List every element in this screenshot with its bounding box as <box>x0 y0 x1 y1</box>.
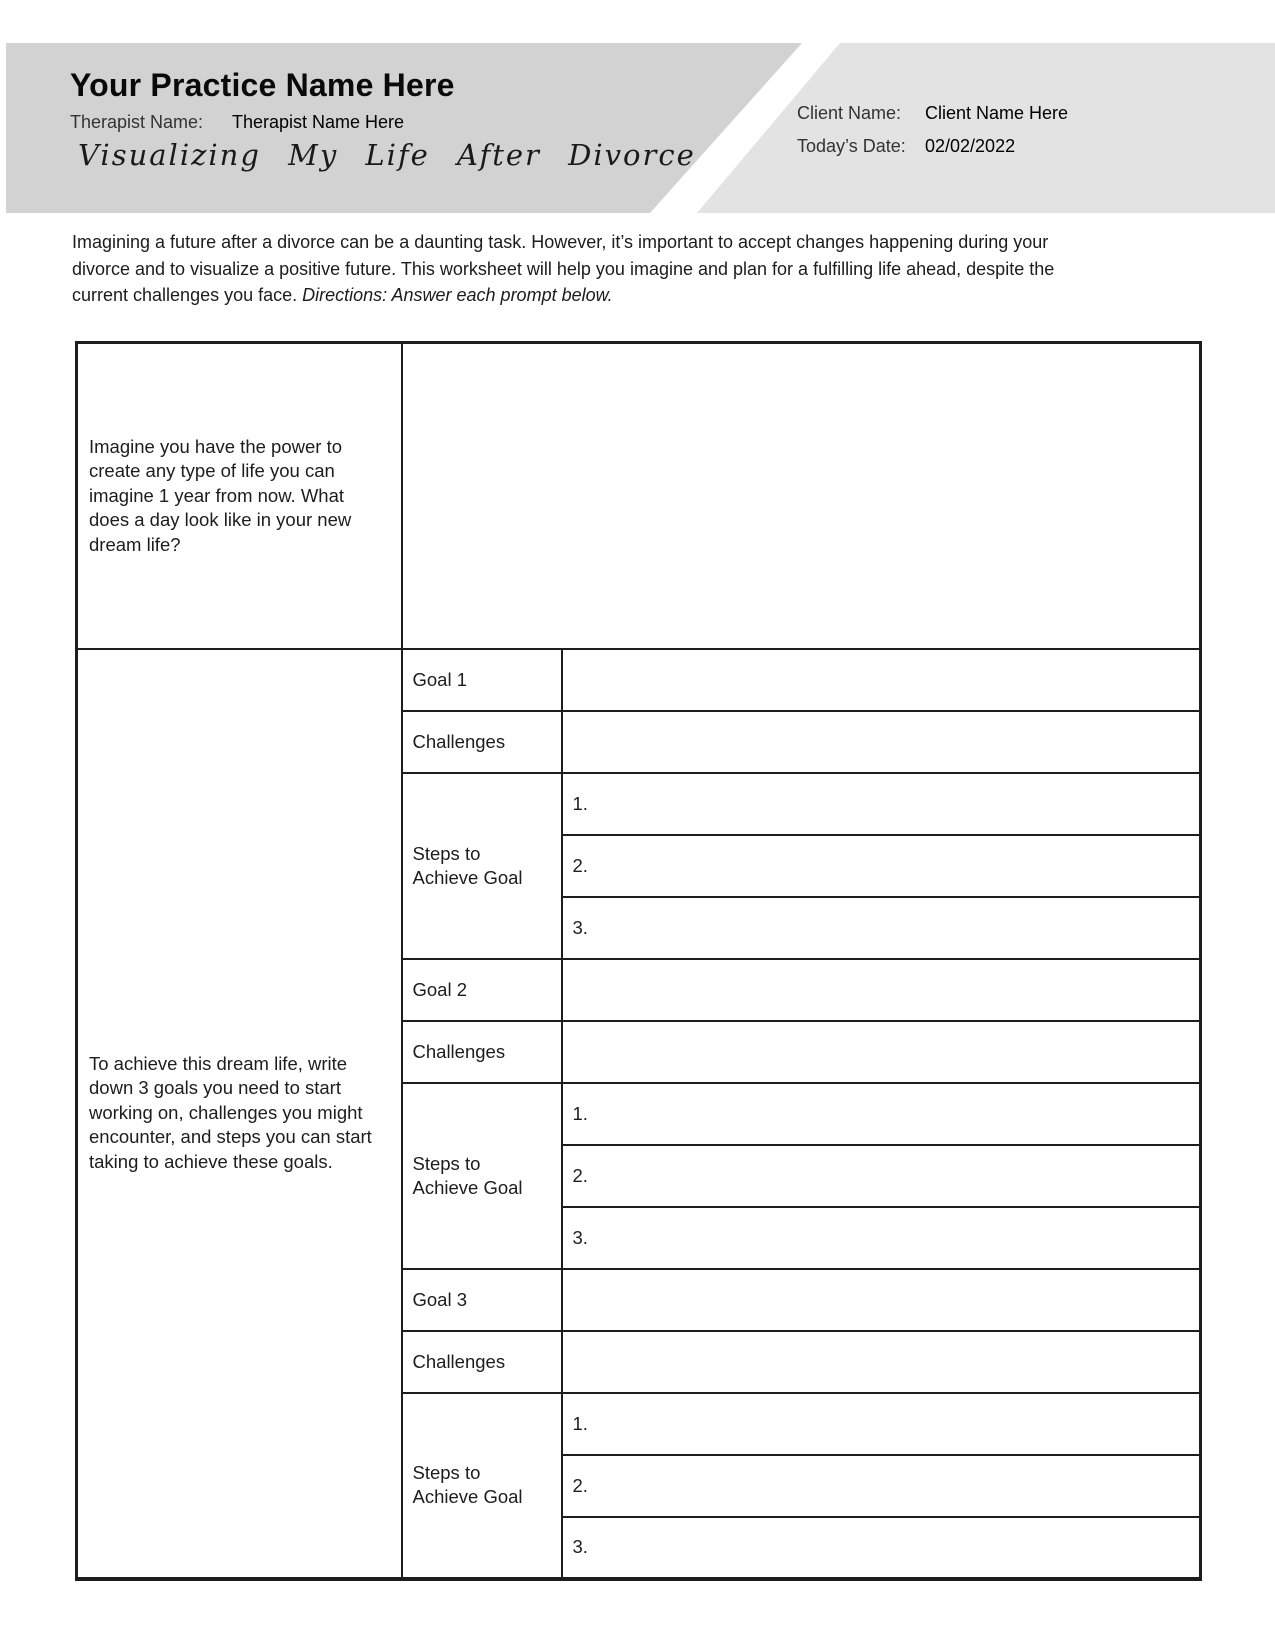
goal-3-steps-label-text: Steps to Achieve Goal <box>412 1462 523 1507</box>
todays-date-value: 02/02/2022 <box>925 136 1016 156</box>
intro-line-3-text: current challenges you face. <box>72 285 303 305</box>
table-row <box>77 343 1201 649</box>
intro-directions: Directions: Answer each prompt below. <box>302 285 613 305</box>
step-number: 1. <box>572 792 588 814</box>
goal-3-step-1-answer-area[interactable] <box>562 1393 1201 1455</box>
step-number: 3. <box>572 1536 588 1557</box>
step-number: 1. <box>572 1102 588 1124</box>
prompt-dream-life: Imagine you have the power to create any type of life you can imagine 1 year from now. What does a day look like in your new dream life? <box>77 343 402 649</box>
step-number: 2. <box>572 854 588 876</box>
worksheet-title: Visualizing My Life After Divorce <box>78 138 696 172</box>
goal-1-step-2-answer-area[interactable] <box>562 835 1201 897</box>
goal-2-challenges-label: Challenges <box>402 1021 562 1083</box>
goal-1-step-1-answer-area[interactable] <box>562 773 1201 835</box>
goal-3-answer-area[interactable] <box>562 1269 1201 1331</box>
goal-1-label: Goal 1 <box>402 649 562 711</box>
goal-3-challenges-label: Challenges <box>402 1331 562 1393</box>
goal-2-challenges-answer-area[interactable] <box>562 1021 1201 1083</box>
goal-2-steps-label <box>402 1083 562 1269</box>
practice-name: Your Practice Name Here <box>70 67 455 103</box>
worksheet-table <box>75 341 1202 1581</box>
step-number: 2. <box>572 1164 588 1186</box>
step-number: 2. <box>572 1474 588 1496</box>
goal-3-step-2-answer-area[interactable] <box>562 1455 1201 1517</box>
goal-2-step-3-answer-area[interactable] <box>562 1207 1201 1269</box>
goal-2-step-2-answer-area[interactable] <box>562 1145 1201 1207</box>
goal-3-step-3-answer-area[interactable] <box>562 1517 1201 1579</box>
goal-3-label: Goal 3 <box>402 1269 562 1331</box>
goal-3-challenges-answer-area[interactable] <box>562 1331 1201 1393</box>
intro-paragraph <box>72 229 1154 309</box>
goal-1-steps-label-text: Steps to Achieve Goal <box>412 842 523 888</box>
goal-1-challenges-answer-area[interactable] <box>562 711 1201 773</box>
goal-1-step-3-answer-area[interactable] <box>562 897 1201 959</box>
client-name-value: Client Name Here <box>925 103 1069 123</box>
therapist-name-value: Therapist Name Here <box>232 112 405 132</box>
table-row <box>77 649 1201 711</box>
goal-2-step-1-answer-area[interactable] <box>562 1083 1201 1145</box>
todays-date-label: Today’s Date: <box>797 136 906 156</box>
step-number: 3. <box>572 916 588 938</box>
goal-1-challenges-label: Challenges <box>402 711 562 773</box>
step-number: 3. <box>572 1226 588 1248</box>
goal-3-steps-label <box>402 1393 562 1579</box>
intro-line-3 <box>72 282 1154 309</box>
prompt-three-goals: To achieve this dream life, write down 3 goals you need to start working on, challenges you might encounter, and steps you can start taking to achieve these goals. <box>77 649 402 1579</box>
intro-line-1: Imagining a future after a divorce can be a daunting task. However, it’s important to accept changes happening during your <box>72 232 1049 252</box>
dream-life-answer-area[interactable] <box>402 343 1201 649</box>
goal-1-steps-label <box>402 773 562 959</box>
goal-2-label: Goal 2 <box>402 959 562 1021</box>
header-right-banner <box>697 43 1275 213</box>
goal-2-answer-area[interactable] <box>562 959 1201 1021</box>
goal-1-answer-area[interactable] <box>562 649 1201 711</box>
therapist-name-label: Therapist Name: <box>70 112 204 132</box>
step-number: 1. <box>572 1412 588 1434</box>
goal-2-steps-label-text: Steps to Achieve Goal <box>412 1152 523 1198</box>
client-name-label: Client Name: <box>797 103 902 123</box>
intro-line-2: divorce and to visualize a positive future. This worksheet will help you imagine and plan for a fulfilling life ahead, despite the <box>72 258 1055 279</box>
